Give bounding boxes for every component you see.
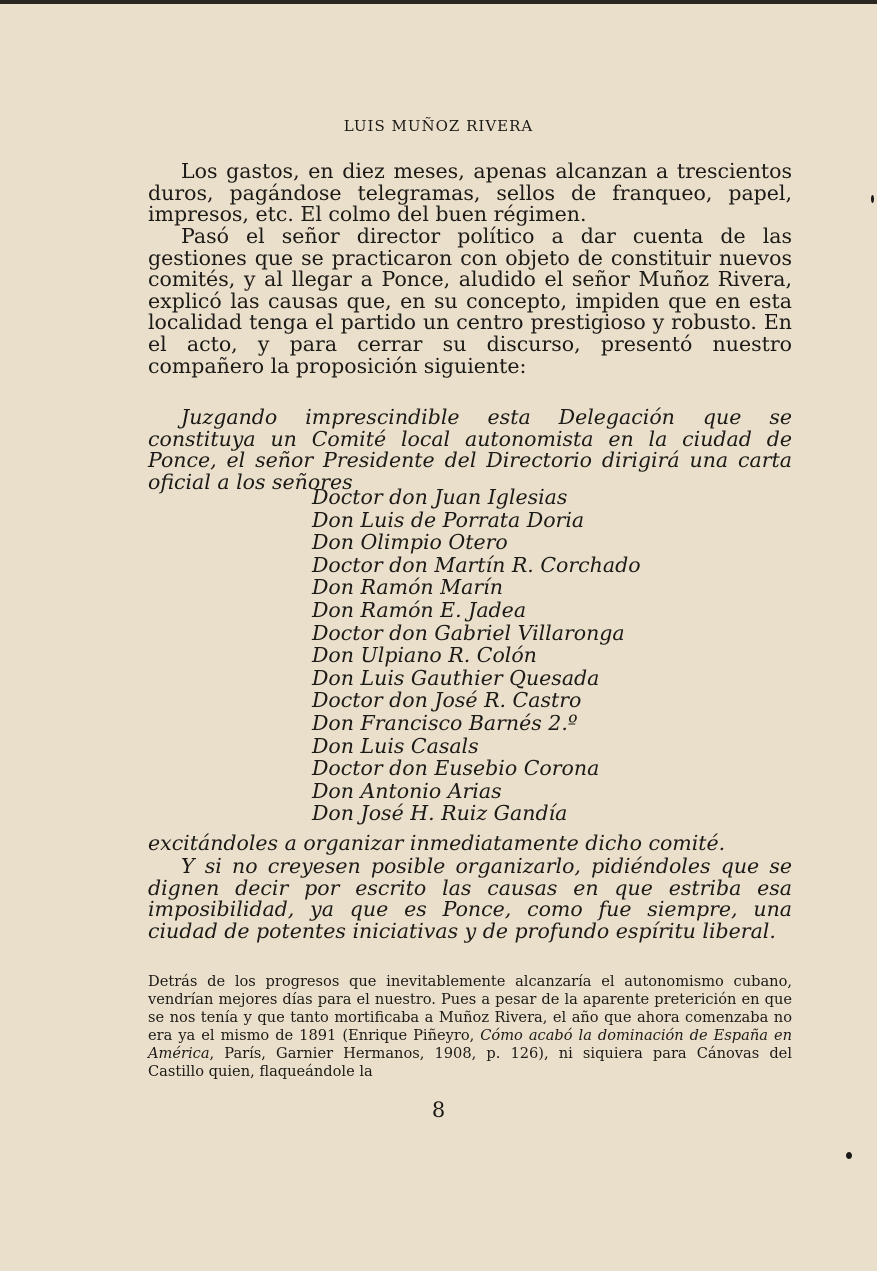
paragraph-director-report: Pasó el señor director político a dar cuenta de las gestiones que se practicaron con objeto de constituir nuevos comités, y al llegar a Ponce, aludido el señor Muñoz Rivera, explicó las causas que, en su concepto, impiden que en esta localidad tenga el partido un centro prestigioso y robusto. En el acto, y para cerrar su discurso, presentó nuestro compañero la proposición siguiente:: [148, 224, 792, 378]
page-top-edge: [0, 0, 877, 4]
list-item: Don Ramón Marín: [312, 575, 503, 600]
list-item: Don José H. Ruiz Gandía: [312, 801, 568, 826]
names-list: [312, 486, 641, 825]
paragraph-alternative: Y si no creyesen posible organizarlo, pidiéndoles que se dignen decir por escrito las causas en que estriba esa imposibilidad, ya que es Ponce, como fue siempre, una ciudad de potentes iniciativas y de profundo espíritu liberal.: [148, 854, 792, 943]
footnote: [148, 973, 792, 1082]
list-item: Doctor don Martín R. Corchado: [312, 552, 641, 577]
list-item: Don Francisco Barnés 2.º: [312, 710, 578, 735]
footnote-book-title: Cómo acabó la dominación de España en América: [148, 1027, 792, 1063]
list-item: Doctor don Eusebio Corona: [312, 756, 600, 781]
list-item: Doctor don José R. Castro: [312, 688, 582, 713]
list-item: Don Ramón E. Jadea: [312, 597, 527, 622]
list-item: Don Luis de Porrata Doria: [312, 507, 585, 532]
running-head: LUIS MUÑOZ RIVERA: [343, 117, 534, 135]
page-number: 8: [431, 1098, 446, 1122]
list-item: Don Antonio Arias: [312, 778, 502, 803]
ink-speck: [846, 1152, 852, 1159]
paragraph-proposal: Juzgando imprescindible esta Delegación que se constituya un Comité local autonomista en la ciudad de Ponce, el señor Presidente del Directorio dirigirá una carta oficial a los señores: [148, 405, 792, 494]
paragraph-exhortation: excitándoles a organizar inmediatamente dicho comité.: [148, 831, 726, 855]
list-item: Don Luis Casals: [312, 733, 479, 758]
footnote-text-start: Detrás de los progresos que inevitablemente alcanzaría el autonomismo cubano, vendrían mejores días para el nuestro. Pues a pesar de la aparente preterición en que se nos tenía y que tanto mortificaba a Muñoz Rivera, el año que ahora comenzaba no era ya el mismo de 1891 (Enrique Piñeyro,: [148, 973, 792, 1045]
list-item: Don Luis Gauthier Quesada: [312, 665, 600, 690]
list-item: Don Ulpiano R. Colón: [312, 643, 537, 668]
list-item: Doctor don Juan Iglesias: [312, 485, 568, 509]
list-item: Doctor don Gabriel Villaronga: [312, 620, 625, 645]
list-item: Don Olimpio Otero: [312, 530, 508, 555]
footnote-text-end: , París, Garnier Hermanos, 1908, p. 126), ni siquiera para Cánovas del Castillo quien, flaqueándole la: [148, 1045, 792, 1081]
ink-speck: [871, 195, 874, 203]
paragraph-expenses: Los gastos, en diez meses, apenas alcanzan a trescientos duros, pagándose telegramas, sellos de franqueo, papel, impresos, etc. El colmo del buen régimen.: [148, 159, 792, 227]
